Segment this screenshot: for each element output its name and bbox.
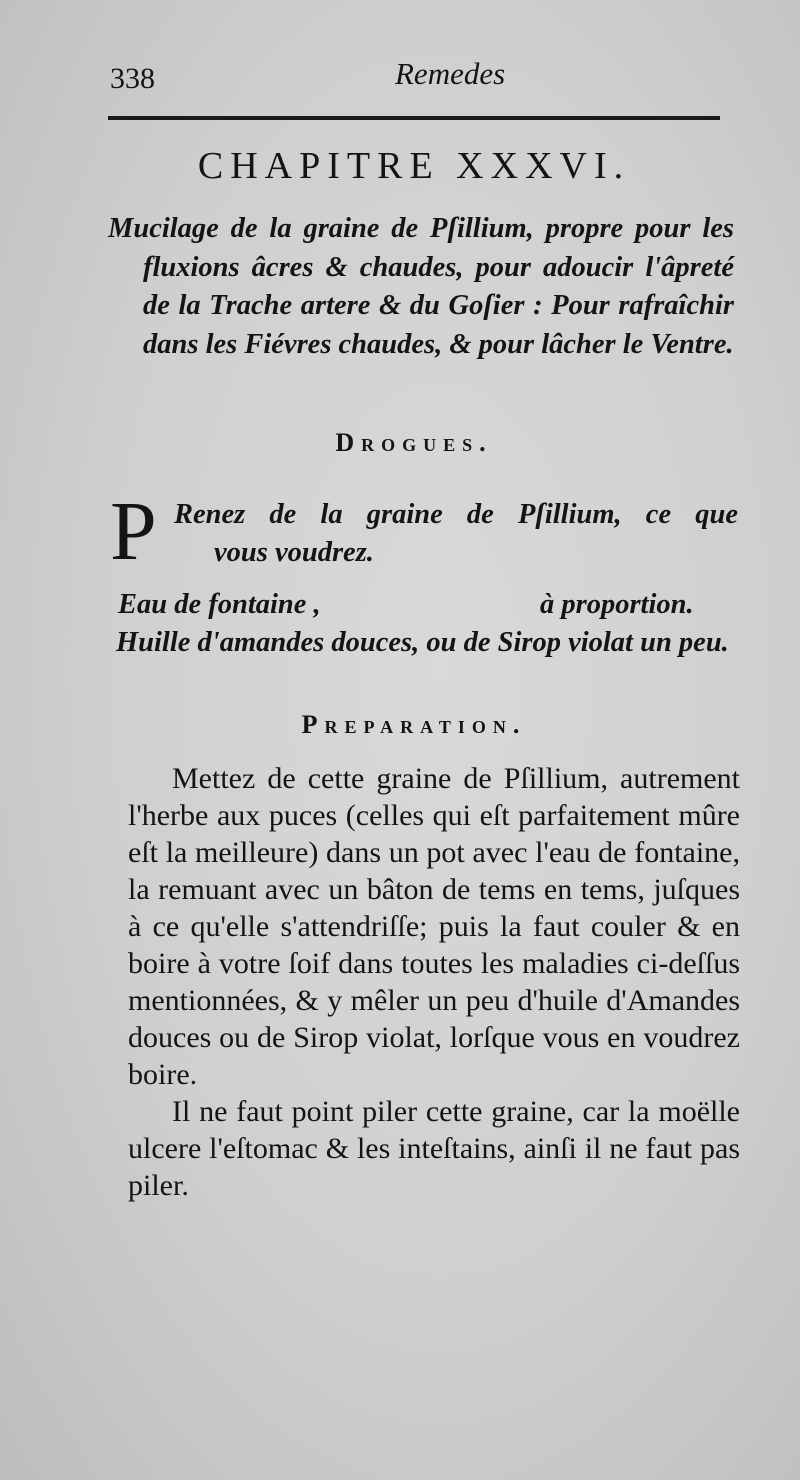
ingredient-name: Eau de fontaine , [118,589,321,620]
page-number: 338 [110,62,155,95]
chapter-title: CHAPITRE XXXVI. [197,145,631,187]
running-title: Remedes [395,56,506,91]
header-rule [108,116,720,120]
ingredient-quantity: à proportion. [540,589,694,620]
ingredient-oil: Huille d'amandes douces, ou de Sirop violat un peu. [116,627,729,658]
preparation-heading: Preparation. [301,710,527,739]
ingredient-water [108,586,738,624]
drop-cap: P [110,485,157,578]
paragraph: Il ne faut point piler cette graine, car la moëlle ulcere l'eſtomac & les inteſtains, ainſi il ne faut pas piler. [128,1095,740,1202]
paragraph: Mettez de cette graine de Pſillium, autrement l'herbe aux puces (celles qui eſt parfaitement mûre eſt la meilleure) dans un pot avec l'eau de fontaine, la remuant avec un bâton de tems en tems, juſques à ce qu'elle s'attendriſſe; puis la faut couler & en boire à votre ſoif dans toutes les maladies ci-deſſus mentionnées, & y mêler un peu d'huile d'Amandes douces ou de Sirop violat, lorſque vous en voudrez boire. [128,762,740,1091]
page-header [110,52,720,98]
ingredient-line: Renez de la graine de Pſillium, ce que [174,499,738,530]
ingredient-line: vous voudrez. [214,537,374,568]
chapter-subtitle: Mucilage de la graine de Pſillium, propre pour les fluxions âcres & chaudes, pour adoucir l'âpreté de la Trache artere & du Goſier : Pour rafraîchir dans les Fiévres chaudes, & pour lâcher le Ventre. [108,213,734,360]
ingredients-list [108,485,738,662]
preparation-text [128,760,740,1204]
drogues-heading: Drogues. [335,428,493,457]
ingredient-psillium [108,485,738,586]
